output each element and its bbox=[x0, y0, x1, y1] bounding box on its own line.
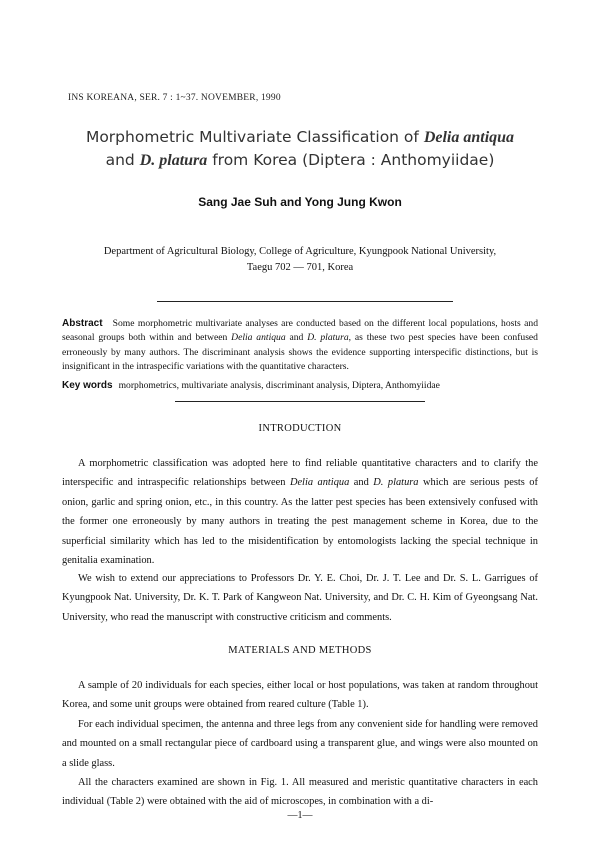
paragraph-text: A morphometric classification was adopted here to find reliable quantitative characters and to clarify the interspecific and intraspecific relationships between bbox=[62, 458, 538, 489]
paragraph-text: which are serious pests of onion, garlic and spring onion, etc., in this country. As the latter pest species has been extensively confused with the former one erroneously by many authors in treating the pest management scheme in Korea, due to the superficial similarity which has led to the misidentification by entomologists lacking the special technique in genitalia examination. bbox=[62, 477, 538, 567]
title-line-2 bbox=[60, 149, 540, 172]
affiliation-line: Taegu 702 — 701, Korea bbox=[246, 262, 354, 273]
title-species: D. platura bbox=[139, 152, 208, 169]
title-text: Morphometric Multivariate Classification of bbox=[85, 128, 424, 146]
species-name: D. platura bbox=[373, 477, 419, 489]
title-text: and bbox=[105, 151, 140, 169]
acknowledgement-paragraph: We wish to extend our appreciations to Professors Dr. Y. E. Choi, Dr. J. T. Lee and Dr. S. L. Garrigues of Kyungpook Nat. University, Dr. K. T. Park of Kangweon Nat. University, and Dr. C. H. Kim of Gyeongsang Nat. University, who read the manuscript with constructive criticism and comments. bbox=[62, 573, 538, 623]
affiliation bbox=[60, 244, 540, 276]
introduction-heading: INTRODUCTION bbox=[258, 423, 342, 434]
affiliation-line: Department of Agricultural Biology, College of Agriculture, Kyungpook National University, bbox=[103, 246, 497, 257]
species-name: Delia antiqua bbox=[289, 477, 350, 489]
species-name: D. platura bbox=[307, 332, 349, 344]
journal-citation: INS KOREANA, SER. 7 : 1~37. NOVEMBER, 1990 bbox=[68, 93, 281, 103]
methods-paragraph-1: A sample of 20 individuals for each species, either local or host populations, was taken at random throughout Korea, and some unit groups were obtained from reared culture (Table 1). bbox=[62, 680, 538, 711]
methods-heading: MATERIALS AND METHODS bbox=[228, 645, 372, 656]
divider bbox=[157, 301, 453, 302]
introduction-paragraph-1 bbox=[62, 454, 538, 570]
divider bbox=[175, 401, 425, 402]
species-name: Delia antiqua bbox=[231, 332, 286, 344]
keywords-text: morphometrics, multivariate analysis, discriminant analysis, Diptera, Anthomyiidae bbox=[118, 380, 440, 391]
methods-paragraph-2: For each individual specimen, the antenna and three legs from any convenient side for handling were removed and mounted on a small rectangular piece of cardboard using a transparent glue, and wings were also mounted on a slide glass. bbox=[62, 719, 538, 769]
title-line-1 bbox=[60, 126, 540, 149]
abstract-text: Some morphometric multivariate analyses are conducted based on the different local populations, hosts and seasonal groups both within and between bbox=[62, 318, 538, 344]
title-text: from Korea (Diptera : Anthomyiidae) bbox=[207, 151, 495, 169]
abstract-text: , as these two pest species have been confused erroneously by many authors. The discriminant analysis shows the evidence supporting interspecific distinctions, but is insignificant in the intraspecific variations with the quantitative characters. bbox=[62, 332, 538, 373]
keywords-label: Key words bbox=[62, 380, 113, 391]
authors: Sang Jae Suh and Yong Jung Kwon bbox=[198, 195, 402, 209]
abstract bbox=[62, 317, 538, 375]
paper-title bbox=[60, 126, 540, 172]
methods-paragraph-3: All the characters examined are shown in Fig. 1. All measured and meristic quantitative characters in each individual (Table 2) were obtained with the aid of microscopes, in combination with a di- bbox=[62, 777, 538, 808]
abstract-label: Abstract bbox=[62, 318, 103, 329]
abstract-text: and bbox=[285, 332, 308, 344]
keywords bbox=[62, 380, 538, 391]
page-number: —1— bbox=[287, 810, 313, 821]
title-species: Delia antiqua bbox=[423, 129, 515, 146]
paragraph-text: and bbox=[349, 477, 374, 489]
